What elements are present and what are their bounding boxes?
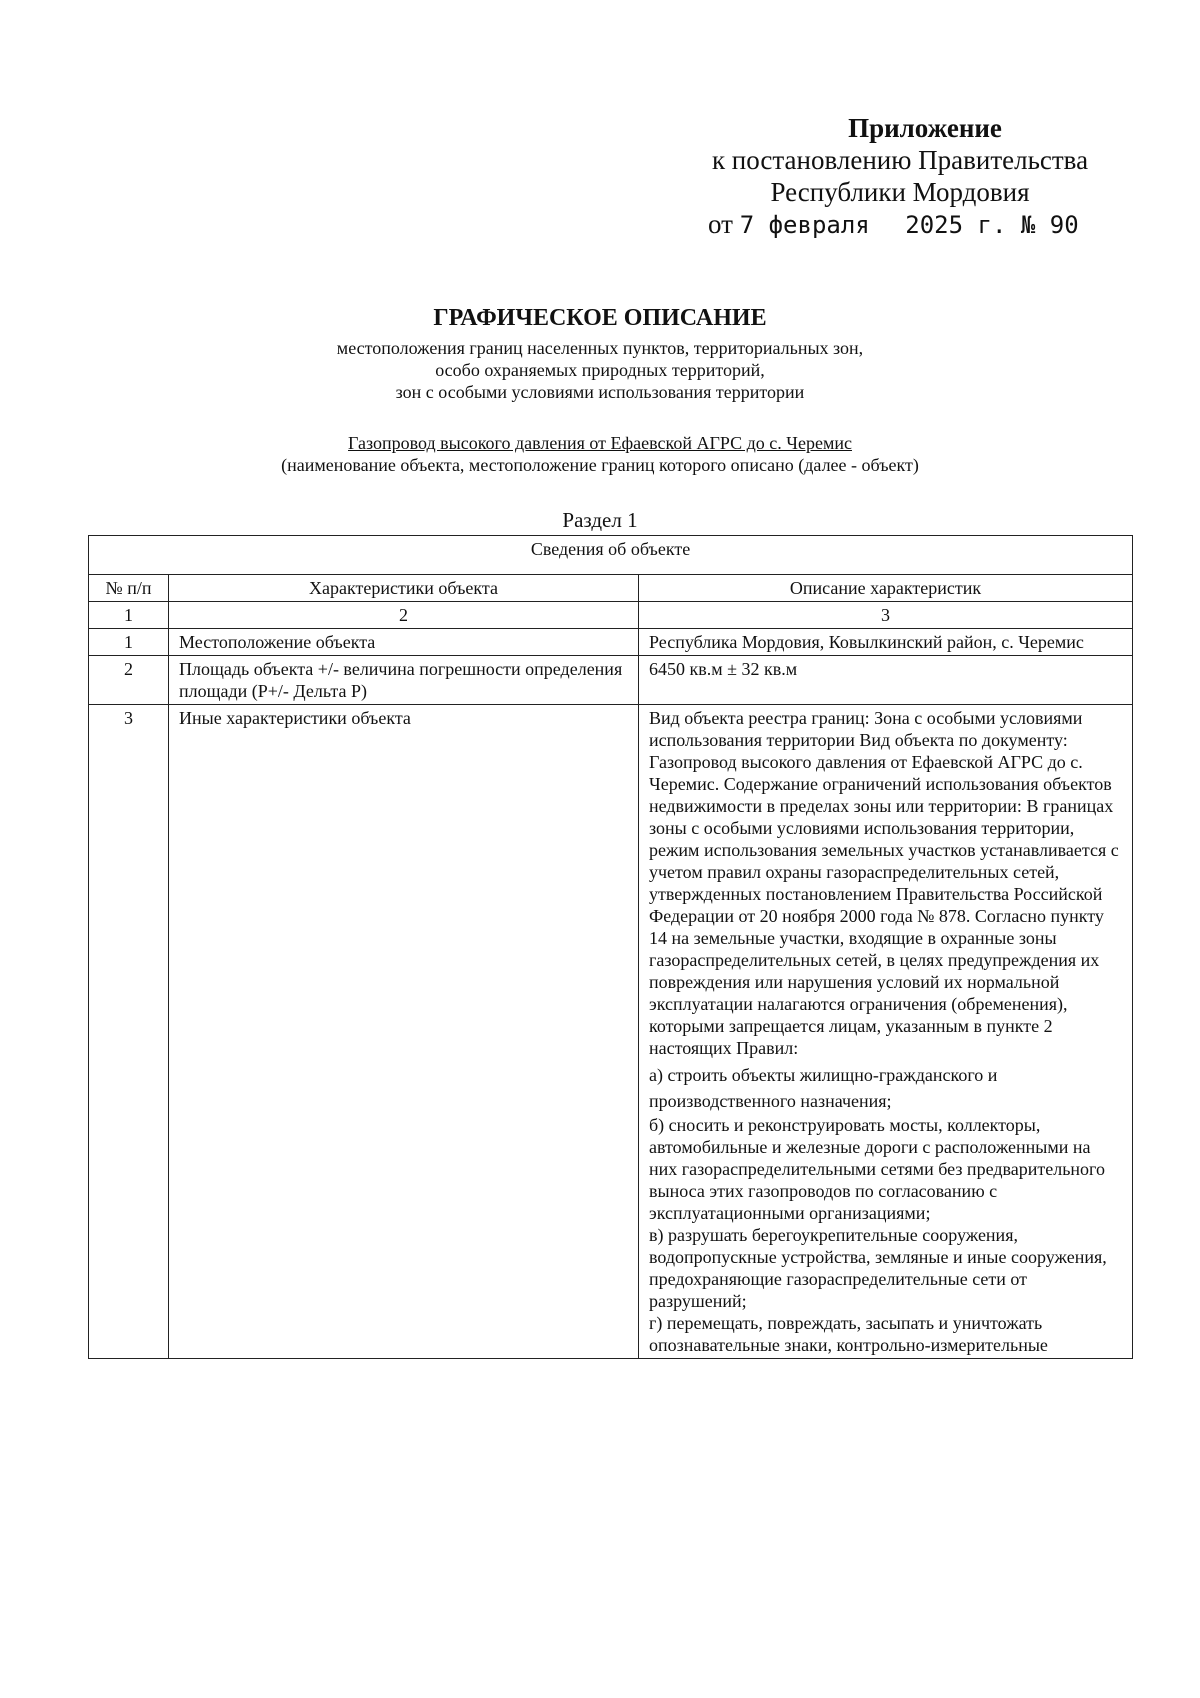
row-number: 3	[89, 705, 169, 1359]
subtitle-line-3: зон с особыми условиями использования территории	[395, 382, 805, 402]
description-paragraph: 6450 кв.м ± 32 кв.м	[649, 659, 798, 679]
subtitle-line-2: особо охраняемых природных территорий,	[435, 360, 765, 380]
object-caption: (наименование объекта, местоположение границ которого описано (далее - объект)	[281, 455, 919, 475]
table-numbering-row	[89, 602, 1133, 629]
appendix-line-1: к постановлению Правительства	[711, 145, 1089, 175]
description-item-b: б) сносить и реконструировать мосты, коллекторы, автомобильные и железные дороги с расположенными на них газораспределительными сетями без предварительного выноса этих газопроводов по согласованию с эксплуатационными организациями;	[649, 1115, 1105, 1223]
table-row	[89, 656, 1133, 705]
row-number: 2	[89, 656, 169, 705]
table-header-row	[89, 575, 1133, 602]
col-number-3: 3	[639, 602, 1133, 629]
table-row	[89, 705, 1133, 1359]
header-number: № п/п	[89, 575, 169, 602]
object-name-block	[0, 432, 1200, 476]
row-characteristic: Иные характеристики объекта	[169, 705, 639, 1359]
description-paragraph: Вид объекта реестра границ: Зона с особыми условиями использования территории Вид объекта по документу: Газопровод высокого давления от Ефаевской АГРС до с. Черемис. Содержание ограничений использования объектов недвижимости в пределах зоны или территории: В границах зоны с особыми условиями использования территории, режим использования земельных участков устанавливается с учетом правил охраны газораспределительных сетей, утвержденных постановлением Правительства Российской Федерации от 20 ноября 2000 года № 878. Согласно пункту 14 на земельные участки, входящие в охранные зоны газораспределительных сетей, в целях предупреждения их повреждения или нарушения условий их нормальной эксплуатации налагаются ограничения (обременения), которыми запрещается лицам, указанным в пункте 2 настоящих Правил:	[649, 708, 1119, 1058]
object-info-table	[88, 535, 1133, 1359]
row-number: 1	[89, 629, 169, 656]
document-subtitle	[0, 337, 1200, 403]
table-caption: Сведения об объекте	[89, 536, 1133, 575]
row-description	[639, 656, 1133, 705]
header-characteristic: Характеристики объекта	[169, 575, 639, 602]
appendix-block	[640, 112, 1160, 241]
appendix-line-2: Республики Мордовия	[770, 177, 1030, 207]
description-item-a: а) строить объекты жилищно-гражданского и производственного назначения;	[649, 1065, 998, 1111]
date-prefix: от	[708, 209, 733, 239]
header-description: Описание характеристик	[639, 575, 1133, 602]
document-title: ГРАФИЧЕСКОЕ ОПИСАНИЕ	[433, 305, 767, 331]
description-item-c: в) разрушать берегоукрепительные сооружения, водопропускные устройства, земляные и иные сооружения, предохраняющие газораспределительные сети от разрушений;	[649, 1225, 1107, 1311]
appendix-date	[708, 208, 1160, 241]
object-name: Газопровод высокого давления от Ефаевской АГРС до с. Черемис	[348, 433, 852, 453]
date-day-month: 7 февраля	[739, 211, 870, 239]
date-year-number: 2025 г. № 90	[905, 211, 1079, 239]
row-characteristic: Площадь объекта +/- величина погрешности определения площади (P+/- Дельта P)	[169, 656, 639, 705]
row-characteristic: Местоположение объекта	[169, 629, 639, 656]
appendix-title: Приложение	[848, 113, 1002, 143]
col-number-2: 2	[169, 602, 639, 629]
table-caption-row	[89, 536, 1133, 575]
subtitle-line-1: местоположения границ населенных пунктов, территориальных зон,	[336, 338, 864, 358]
description-item-d: г) перемещать, повреждать, засыпать и уничтожать опознавательные знаки, контрольно-измерительные	[649, 1313, 1048, 1355]
col-number-1: 1	[89, 602, 169, 629]
section-title: Раздел 1	[562, 508, 638, 532]
table-row	[89, 629, 1133, 656]
description-paragraph: Республика Мордовия, Ковылкинский район, с. Черемис	[649, 632, 1084, 652]
row-description	[639, 629, 1133, 656]
row-description	[639, 705, 1133, 1359]
